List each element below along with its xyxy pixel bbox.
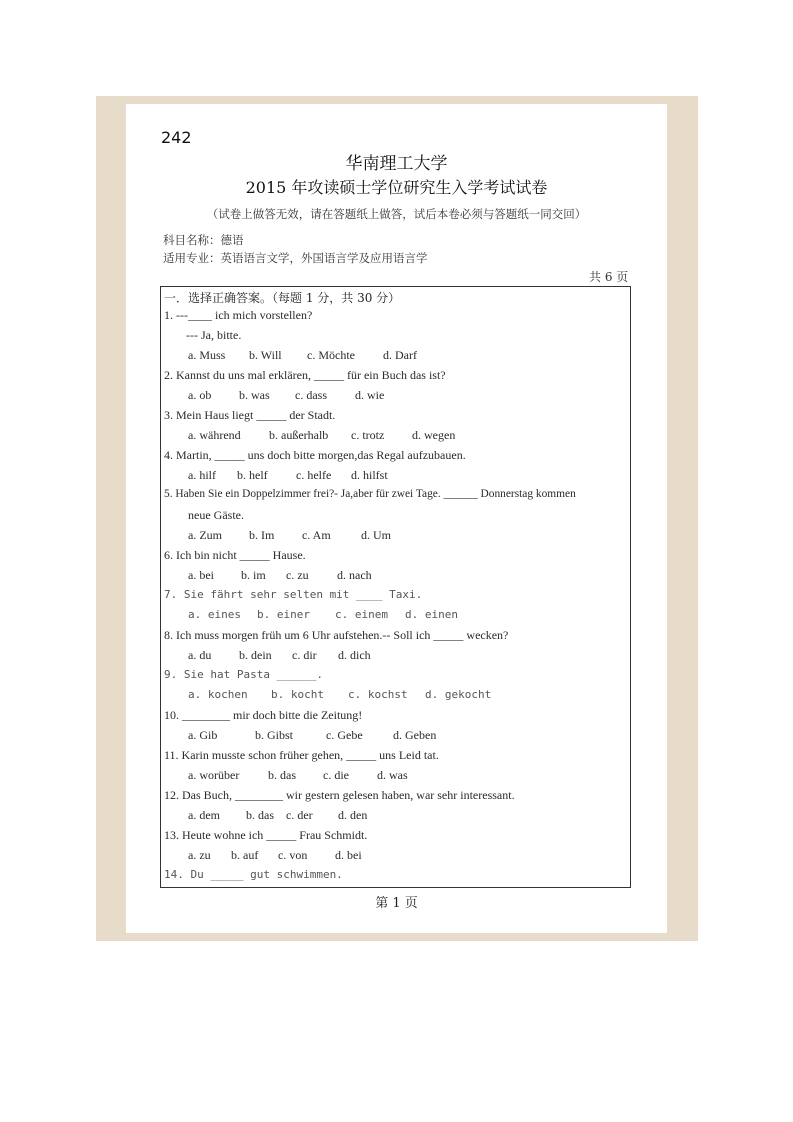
section-heading: 一．选择正确答案。（每题 1 分，共 30 分） — [164, 291, 401, 305]
q11-option-c: c. die — [323, 768, 349, 782]
q2-option-a: a. ob — [188, 388, 212, 402]
q6-option-a: a. bei — [188, 568, 214, 582]
q13-option-a: a. zu — [188, 848, 211, 862]
q5-option-a: a. Zum — [188, 528, 222, 542]
q11-option-d: d. was — [377, 768, 408, 782]
question-2: 2. Kannst du uns mal erklären, _____ für ein Buch das ist? — [164, 368, 446, 382]
q4-option-a: a. hilf — [188, 468, 216, 482]
q7-option-a: a. eines — [188, 608, 241, 621]
q5-option-b: b. Im — [249, 528, 275, 542]
q10-option-c: c. Gebe — [326, 728, 363, 742]
q7-option-b: b. einer — [257, 608, 310, 621]
q1-option-a: a. Muss — [188, 348, 226, 362]
q6-option-d: d. nach — [337, 568, 372, 582]
q3-option-a: a. während — [188, 428, 241, 442]
q2-option-d: d. wie — [355, 388, 385, 402]
total-pages: 共 6 页 — [589, 270, 629, 284]
q6-option-b: b. im — [241, 568, 266, 582]
q13-option-d: d. bei — [335, 848, 362, 862]
q9-option-c: c. kochst — [348, 688, 408, 701]
q3-option-d: d. wegen — [412, 428, 456, 442]
q1-option-b: b. Will — [249, 348, 282, 362]
q3-option-b: b. außerhalb — [269, 428, 329, 442]
question-1: 1. ---____ ich mich vorstellen? — [164, 308, 313, 322]
q10-option-b: b. Gibst — [255, 728, 294, 742]
q8-option-b: b. dein — [239, 648, 272, 662]
q12-option-d: d. den — [338, 808, 368, 822]
q7-option-c: c. einem — [335, 608, 388, 621]
q13-option-b: b. auf — [231, 848, 259, 862]
university-title: 华南理工大学 — [345, 154, 448, 174]
majors-line: 适用专业：英语语言文学，外国语言学及应用语言学 — [163, 251, 428, 265]
question-9: 9. Sie hat Pasta ______. — [164, 668, 323, 681]
question-5-extra: neue Gäste. — [188, 508, 244, 522]
question-10: 10. ________ mir doch bitte die Zeitung! — [164, 708, 363, 722]
q11-option-b: b. das — [268, 768, 296, 782]
question-8: 8. Ich muss morgen früh um 6 Uhr aufstehen.-- Soll ich _____ wecken? — [164, 628, 509, 642]
question-6: 6. Ich bin nicht _____ Hause. — [164, 548, 306, 562]
question-box — [160, 286, 631, 888]
q12-option-c: c. der — [286, 808, 313, 822]
q11-option-a: a. worüber — [188, 768, 240, 782]
q12-option-a: a. dem — [188, 808, 220, 822]
q8-option-a: a. du — [188, 648, 212, 662]
q4-option-c: c. helfe — [296, 468, 332, 482]
instructions-note: （试卷上做答无效，请在答题纸上做答，试后本卷必须与答题纸一同交回） — [206, 207, 587, 221]
q5-option-c: c. Am — [302, 528, 331, 542]
q2-option-c: c. dass — [295, 388, 327, 402]
q2-option-b: b. was — [239, 388, 270, 402]
q10-option-a: a. Gib — [188, 728, 218, 742]
question-11: 11. Karin musste schon früher gehen, _____ uns Leid tat. — [164, 748, 439, 762]
q8-option-c: c. dir — [292, 648, 317, 662]
q13-option-c: c. von — [278, 848, 308, 862]
question-3: 3. Mein Haus liegt _____ der Stadt. — [164, 408, 336, 422]
exam-code: 242 — [161, 128, 192, 147]
question-4: 4. Martin, _____ uns doch bitte morgen,das Regal aufzubauen. — [164, 448, 466, 462]
q3-option-c: c. trotz — [351, 428, 385, 442]
subject-line: 科目名称：德语 — [163, 233, 244, 247]
q8-option-d: d. dich — [338, 648, 371, 662]
question-14: 14. Du _____ gut schwimmen. — [164, 868, 343, 881]
question-12: 12. Das Buch, ________ wir gestern gelesen haben, war sehr interessant. — [164, 788, 515, 802]
q1-option-c: c. Möchte — [307, 348, 355, 362]
q4-option-b: b. helf — [237, 468, 268, 482]
q9-option-a: a. kochen — [188, 688, 248, 701]
q6-option-c: c. zu — [286, 568, 309, 582]
q9-option-d: d. gekocht — [425, 688, 492, 701]
q4-option-d: d. hilfst — [351, 468, 388, 482]
question-13: 13. Heute wohne ich _____ Frau Schmidt. — [164, 828, 368, 842]
question-1-extra: --- Ja, bitte. — [186, 328, 242, 342]
page-number: 第 1 页 — [375, 896, 418, 911]
q9-option-b: b. kocht — [271, 688, 324, 701]
question-7: 7. Sie fährt sehr selten mit ____ Taxi. — [164, 588, 423, 601]
q7-option-d: d. einen — [405, 608, 458, 621]
q12-option-b: b. das — [246, 808, 274, 822]
q10-option-d: d. Geben — [393, 728, 437, 742]
q1-option-d: d. Darf — [383, 348, 417, 362]
exam-title: 2015 年攻读硕士学位研究生入学考试试卷 — [245, 178, 548, 197]
question-5: 5. Haben Sie ein Doppelzimmer frei?- Ja,aber für zwei Tage. ______ Donnerstag kommen — [164, 488, 576, 500]
q5-option-d: d. Um — [361, 528, 391, 542]
